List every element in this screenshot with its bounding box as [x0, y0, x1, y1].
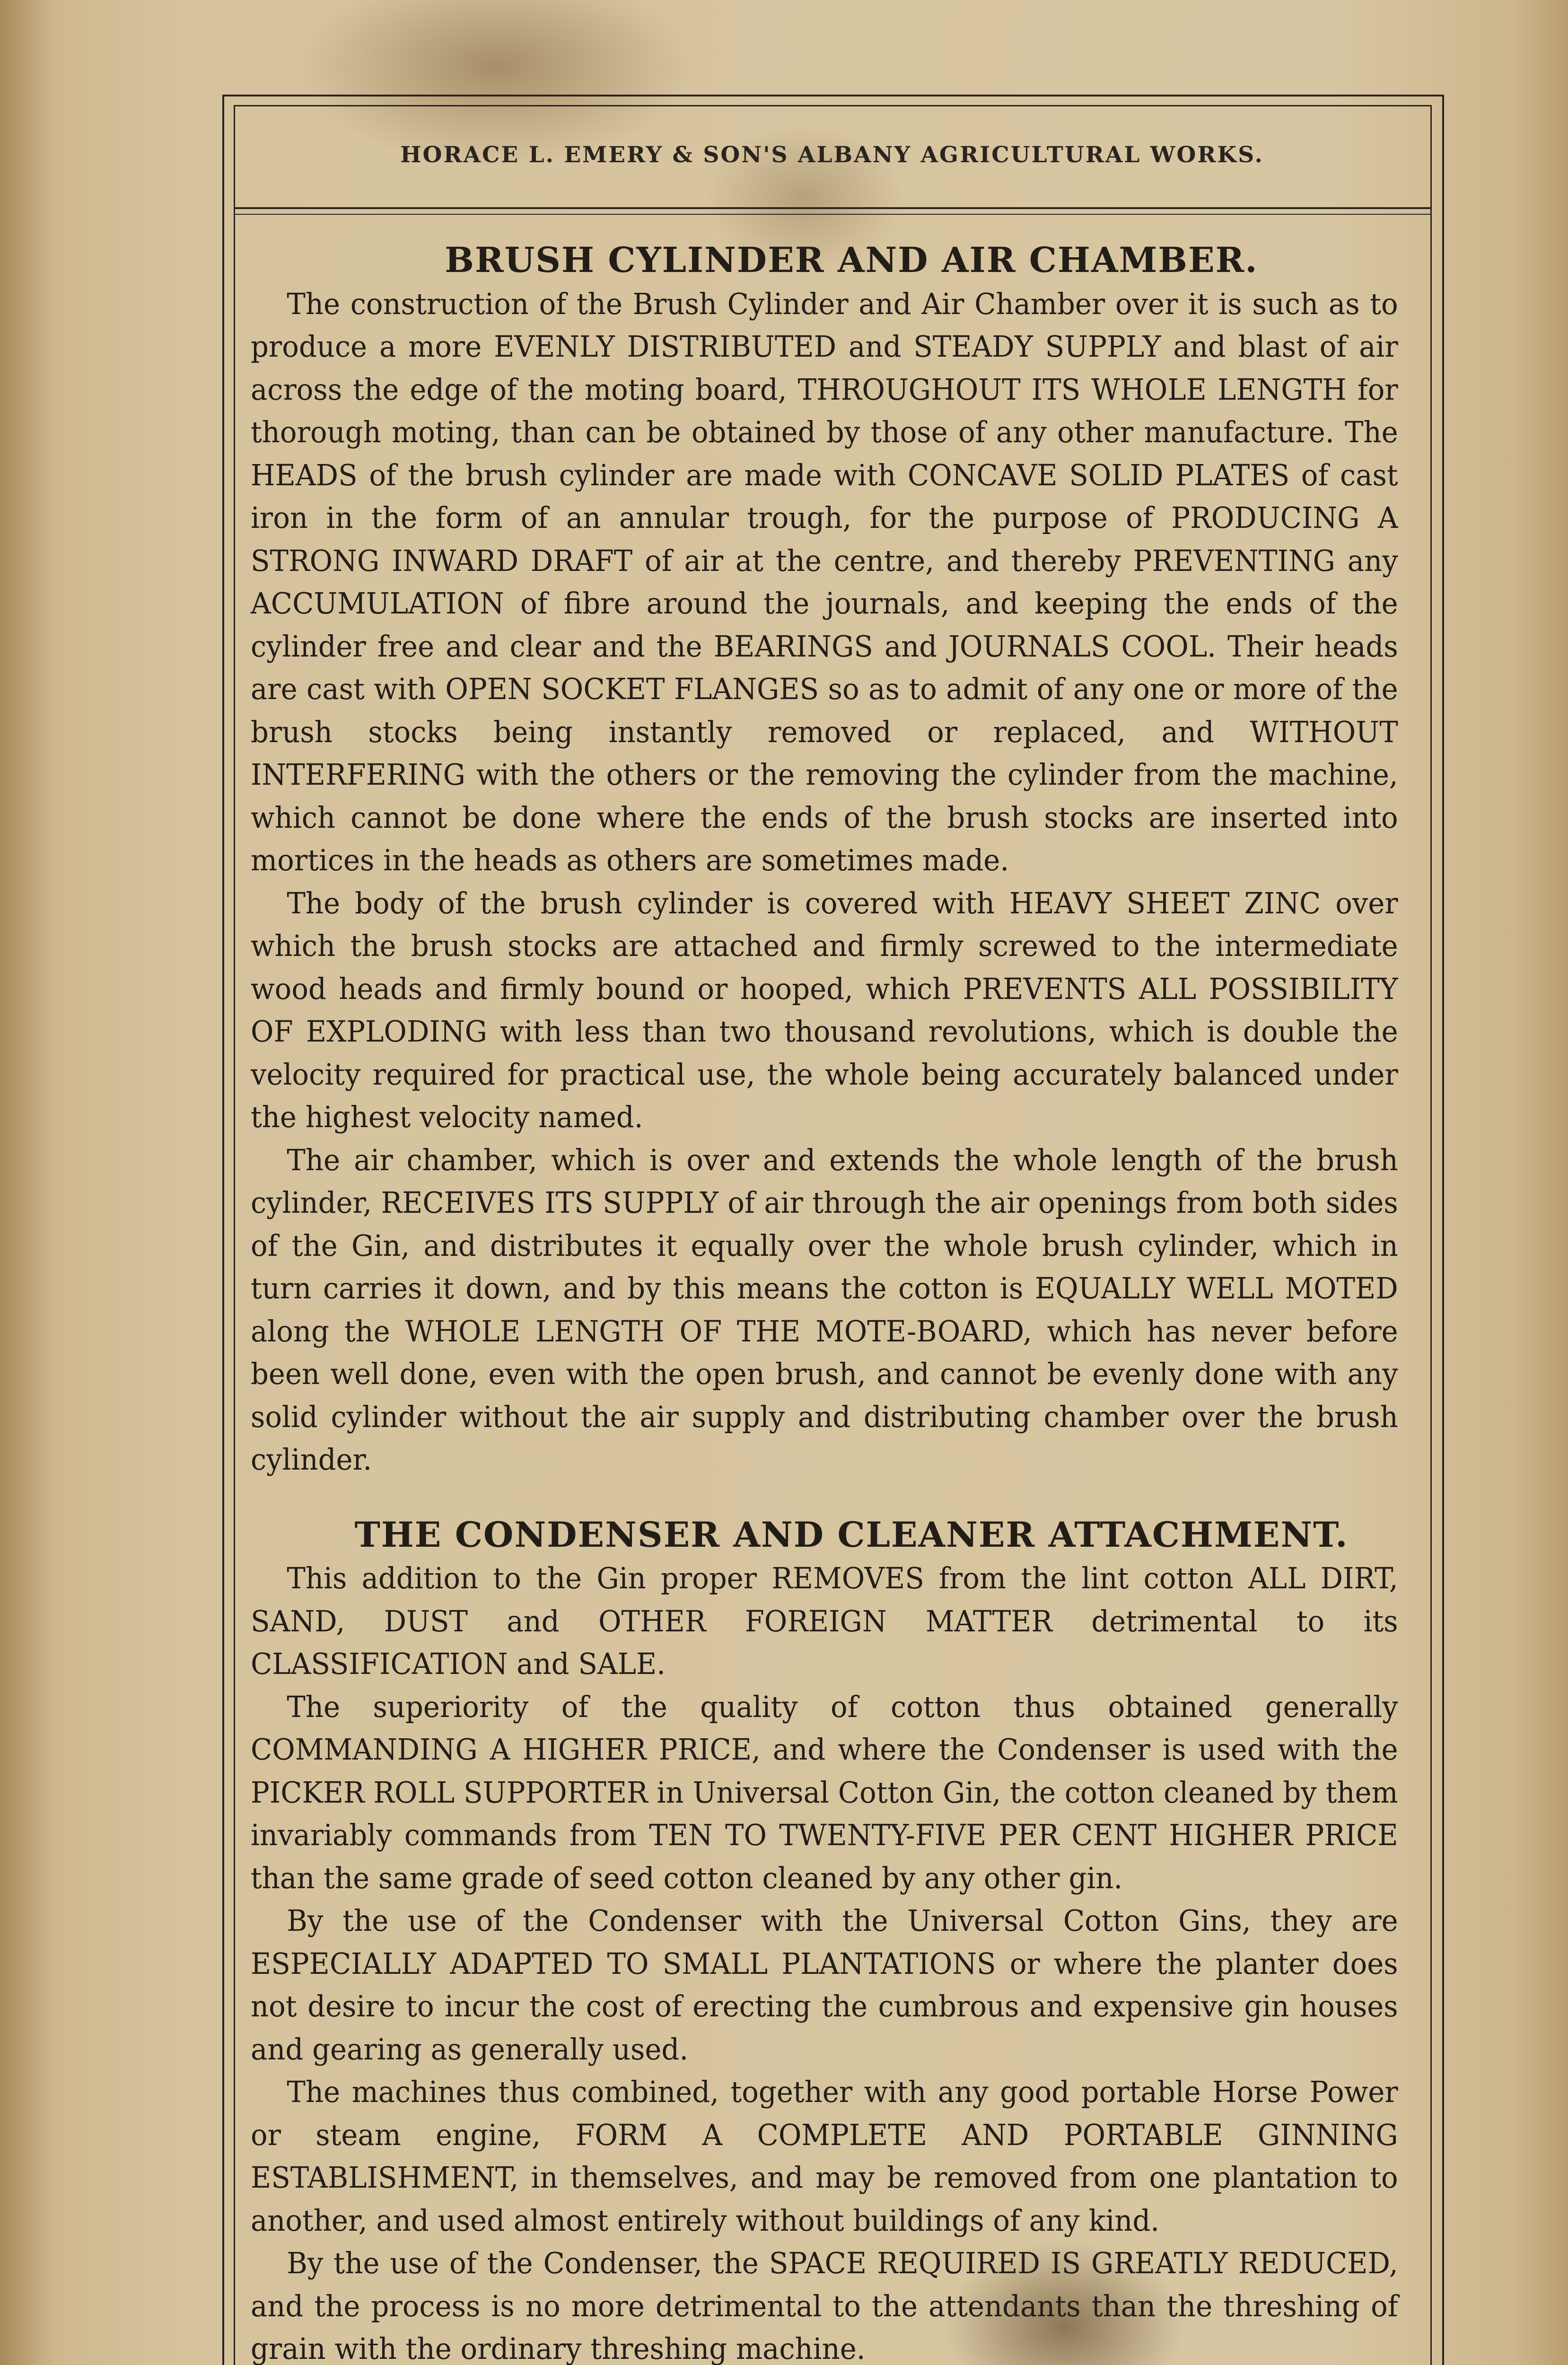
- section-title-condenser: THE CONDENSER AND CLEANER ATTACHMENT.: [354, 1514, 1349, 1555]
- running-head: HORACE L. EMERY & SON'S ALBANY AGRICULTURAL WORKS.: [400, 142, 1264, 168]
- paragraph: This addition to the Gin proper REMOVES from the lint cotton ALL DIRT, SAND, DUST and OTHER FOREIGN MATTER detrimental to its CLASSIFICATION and SALE.: [251, 1561, 1398, 1681]
- header-rule-thin: [234, 214, 1430, 215]
- paragraph: The air chamber, which is over and extends the whole length of the brush cylinder, RECEIVES ITS SUPPLY of air through the air openings from both sides of the Gin, and distributes it equally over the whole brush cylinder, which in turn carries it down, and by this means the cotton is EQUALLY WELL MOTED along the WHOLE LENGTH OF THE MOTE-BOARD, which has never before been well done, even with the open brush, and cannot be evenly done with any solid cylinder without the air supply and distributing chamber over the brush cylinder.: [251, 1142, 1398, 1477]
- section-title-brush-cylinder: BRUSH CYLINDER AND AIR CHAMBER.: [445, 240, 1258, 280]
- paragraph: The superiority of the quality of cotton thus obtained generally COMMANDING A HIGHER PRICE, and where the Condenser is used with the PICKER ROLL SUPPORTER in Universal Cotton Gin, the cotton cleaned by them invariably commands from TEN TO TWENTY-FIVE PER CENT HIGHER PRICE than the same grade of seed cotton cleaned by any other gin.: [251, 1689, 1398, 1895]
- header-rule-thick: [234, 207, 1430, 209]
- paragraph: By the use of the Condenser with the Universal Cotton Gins, they are ESPECIALLY ADAPTED TO SMALL PLANTATIONS or where the planter does not desire to incur the cost of erecting the cumbrous and expensive gin houses and gearing as generally used.: [251, 1903, 1398, 2067]
- page-body: [251, 239, 1452, 2365]
- paragraph: The machines thus combined, together with any good portable Horse Power or steam engine, FORM A COMPLETE AND PORTABLE GINNING ESTABLISHMENT, in themselves, and may be removed from one plantation to another, and used almost entirely without buildings of any kind.: [251, 2075, 1398, 2238]
- paragraph: The construction of the Brush Cylinder and Air Chamber over it is such as to produce a more EVENLY DISTRIBUTED and STEADY SUPPLY and blast of air across the edge of the moting board, THROUGHOUT ITS WHOLE LENGTH for thorough moting, than can be obtained by those of any other manufacture. The HEADS of the brush cylinder are made with CONCAVE SOLID PLATES of cast iron in the form of an annular trough, for the purpose of PRODUCING A STRONG INWARD DRAFT of air at the centre, and thereby PREVENTING any ACCUMULATION of fibre around the journals, and keeping the ends of the cylinder free and clear and the BEARINGS and JOURNALS COOL. Their heads are cast with OPEN SOCKET FLANGES so as to admit of any one or more of the brush stocks being instantly removed or replaced, and WITHOUT INTERFERING with the others or the removing the cylinder from the machine, which cannot be done where the ends of the brush stocks are inserted into mortices in the heads as others are sometimes made.: [251, 286, 1398, 877]
- paragraph: The body of the brush cylinder is covered with HEAVY SHEET ZINC over which the brush stocks are attached and firmly screwed to the intermediate wood heads and firmly bound or hooped, which PREVENTS ALL POSSIBILITY OF EXPLODING with less than two thousand revolutions, which is double the velocity required for practical use, the whole being accurately balanced under the highest velocity named.: [251, 885, 1398, 1134]
- paragraph: By the use of the Condenser, the SPACE REQUIRED IS GREATLY REDUCED, and the process is no more detrimental to the attendants than the threshing of grain with the ordinary threshing machine.: [251, 2246, 1398, 2365]
